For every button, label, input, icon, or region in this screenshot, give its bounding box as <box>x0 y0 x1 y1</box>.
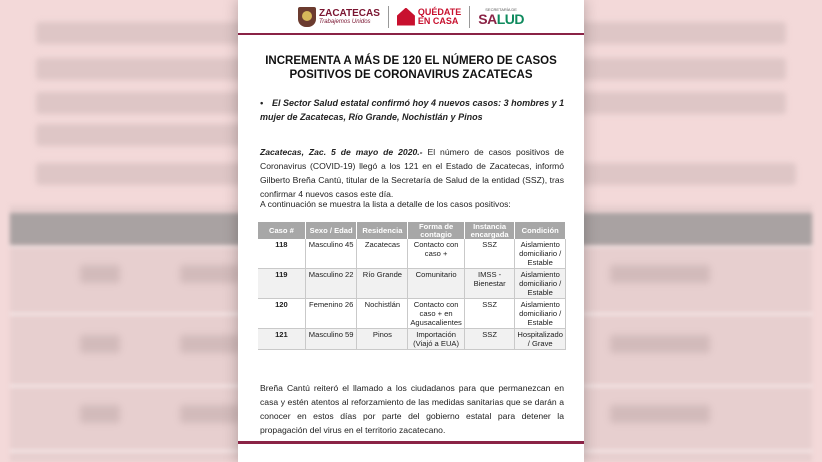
table-row <box>258 299 566 329</box>
responsible-agency: SSZ <box>464 329 515 350</box>
table-header-row <box>258 222 566 239</box>
column-header: Residencia <box>357 222 408 239</box>
table-row <box>258 239 566 269</box>
contagion-form: Contacto con caso + en Agusacalientes <box>408 299 465 329</box>
zacatecas-logo <box>298 7 380 27</box>
bullet-icon: • <box>260 98 264 108</box>
salud-logo <box>478 8 524 26</box>
condition: Aislamiento domiciliario / Estable <box>515 239 566 269</box>
residence: Nochistlán <box>357 299 408 329</box>
sex-age: Masculino 22 <box>305 269 357 299</box>
sex-age: Femenino 26 <box>305 299 357 329</box>
column-header: Caso # <box>258 222 305 239</box>
residence: Río Grande <box>357 269 408 299</box>
case-number: 119 <box>258 269 305 299</box>
coat-of-arms-icon <box>298 7 316 27</box>
zacatecas-logo-name: ZACATECAS <box>318 7 380 19</box>
salud-logo-part-b: LUD <box>496 10 524 27</box>
document-title: INCREMENTA A MÁS DE 120 EL NÚMERO DE CASOS POSITIVOS DE CORONAVIRUS ZACATECAS <box>265 55 557 81</box>
case-number: 120 <box>258 299 305 329</box>
column-header: Condición <box>515 222 566 239</box>
column-header: Sexo / Edad <box>305 222 357 239</box>
salud-logo-part-a: SA <box>478 10 497 27</box>
contagion-form: Comunitario <box>408 269 465 299</box>
press-release-document <box>238 0 584 462</box>
table-row <box>258 329 566 350</box>
quedate-en-casa-logo <box>397 8 461 26</box>
header-rule <box>238 33 584 35</box>
zacatecas-logo-tagline: Trabajemos Unidos <box>318 18 371 25</box>
logo-divider <box>469 6 470 28</box>
sex-age: Masculino 45 <box>305 239 357 269</box>
logo-divider <box>388 6 389 28</box>
footer-rule <box>238 441 584 444</box>
residence: Pinos <box>357 329 408 350</box>
condition: Aislamiento domiciliario / Estable <box>515 299 566 329</box>
condition: Hospitalizado / Grave <box>515 329 566 350</box>
house-icon <box>397 8 415 26</box>
case-number: 118 <box>258 239 305 269</box>
intro-paragraph <box>260 145 564 201</box>
cases-table <box>258 222 566 350</box>
salud-logo-small-text: SECRETARÍA DE <box>485 6 517 12</box>
salud-logo-wordmark <box>478 12 524 26</box>
condition: Aislamiento domiciliario / Estable <box>515 269 566 299</box>
closing-paragraph: Breña Cantú reiteró el llamado a los ciudadanos para que permanezcan en casa y estén atentos al reforzamiento de las medidas sanitarias que se darán a conocer en estos días por parte del gobierno estatal para detener la propagación del virus en el territorio zacatecano. <box>260 383 564 435</box>
column-header: Instancia encargada <box>464 222 515 239</box>
quedate-logo-line2: EN CASA <box>417 15 459 26</box>
contagion-form: Contacto con caso + <box>408 239 465 269</box>
summary-text: El Sector Salud estatal confirmó hoy 4 nuevos casos: 3 hombres y 1 mujer de Zacatecas, Río Grande, Nochistlán y Pinos <box>260 98 565 122</box>
quedate-logo-line1: QUÉDATE <box>417 6 462 17</box>
responsible-agency: SSZ <box>464 239 515 269</box>
responsible-agency: IMSS - Bienestar <box>464 269 515 299</box>
responsible-agency: SSZ <box>464 299 515 329</box>
intro-body: El número de casos positivos de Coronavirus (COVID-19) llegó a los 121 en el Estado de Zacatecas, informó Gilberto Breña Cantú, titular de la Secretaría de Salud de la entidad (SSZ), tras confirmar 4 nuevos casos este día. <box>260 147 564 199</box>
table-row <box>258 269 566 299</box>
summary-bullet <box>260 96 566 124</box>
document-header <box>238 0 584 33</box>
list-intro: A continuación se muestra la lista a detalle de los casos positivos: <box>260 199 511 209</box>
dateline: Zacatecas, Zac. 5 de mayo de 2020.- <box>260 147 423 157</box>
column-header: Forma de contagio <box>408 222 465 239</box>
sex-age: Masculino 59 <box>305 329 357 350</box>
case-number: 121 <box>258 329 305 350</box>
residence: Zacatecas <box>357 239 408 269</box>
contagion-form: Importación (Viajó a EUA) <box>408 329 465 350</box>
